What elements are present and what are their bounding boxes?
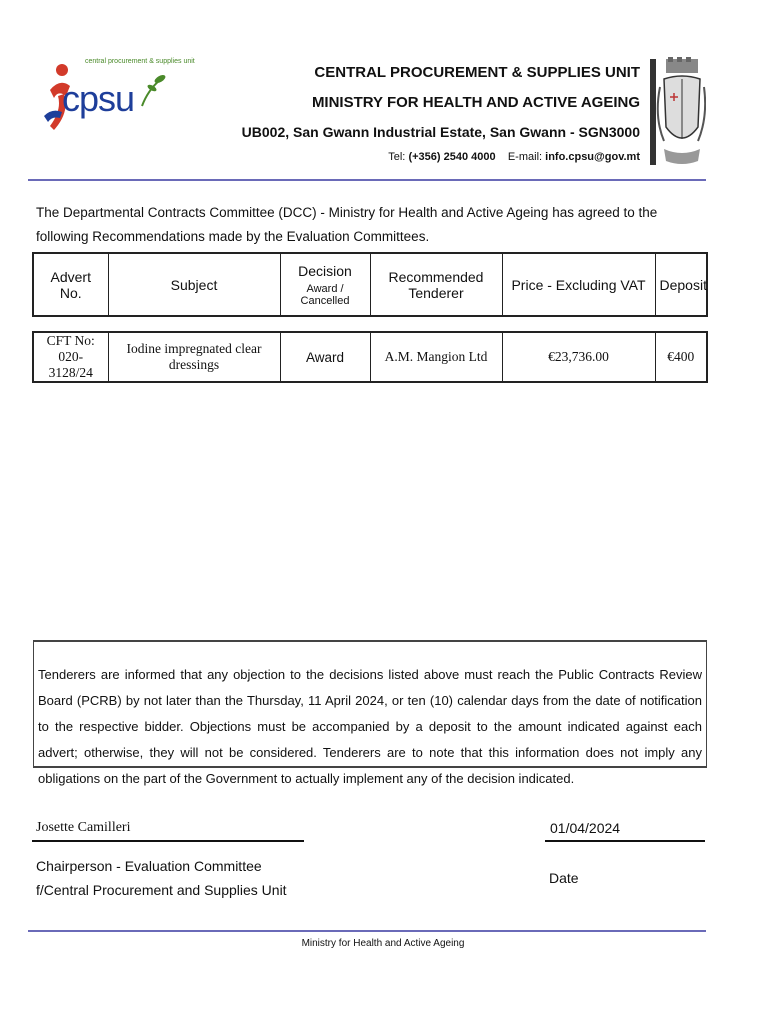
signature-date: 01/04/2024 xyxy=(550,820,621,836)
col-subject: Subject xyxy=(108,253,280,316)
logo-wordmark: cpsu xyxy=(62,78,135,119)
cpsu-logo xyxy=(40,58,195,138)
cell-decision: Award xyxy=(280,332,370,382)
signature-line xyxy=(32,840,304,842)
coat-of-arms-icon xyxy=(650,57,706,169)
header-ministry-name: MINISTRY FOR HEALTH AND ACTIVE AGEING xyxy=(311,94,640,111)
footer xyxy=(0,938,770,949)
cell-advert: CFT No: 020-3128/24 xyxy=(33,332,108,382)
col-decision-label: Decision xyxy=(298,262,352,279)
cell-deposit: €400 xyxy=(655,332,707,382)
signatory-unit: f/Central Procurement and Supplies Unit xyxy=(36,882,287,898)
objection-notice-box xyxy=(33,640,707,786)
col-deposit: Deposit xyxy=(655,253,707,316)
cell-price: €23,736.00 xyxy=(502,332,655,382)
leaf-icon xyxy=(138,70,168,110)
objection-notice-text: Tenderers are informed that any objection to the decisions listed above must reach the Public Contracts Review Board (PCRB) by not later than the Thursday, 11 April 2024, or ten (10) calendar days from the date of notification to the respective bidder. Objections must be accompanied by a deposit to the amount indicated against each advert; otherwise, they will not be considered. Tenderers are to note that this information does not imply any obligations on the part of the Government to actually implement any of the decision indicated. xyxy=(38,667,702,786)
col-decision xyxy=(280,253,370,316)
intro-text: The Departmental Contracts Committee (DCC) - Ministry for Health and Active Ageing has agreed to the following Recommendations made by the Evaluation Committees. xyxy=(36,205,658,244)
logo-tagline: central procurement & supplies unit xyxy=(85,58,195,65)
footer-text: Ministry for Health and Active Ageing xyxy=(301,938,465,949)
signatory-role: Chairperson - Evaluation Committee xyxy=(36,858,262,874)
email-value: info.cpsu@gov.mt xyxy=(545,151,640,163)
col-price: Price - Excluding VAT xyxy=(502,253,655,316)
signatory-name: Josette Camilleri xyxy=(36,820,131,835)
date-label: Date xyxy=(549,870,579,886)
header-unit-name: CENTRAL PROCUREMENT & SUPPLIES UNIT xyxy=(314,64,640,81)
cell-tenderer: A.M. Mangion Ltd xyxy=(370,332,502,382)
col-advert: Advert No. xyxy=(33,253,108,316)
header-address: UB002, San Gwann Industrial Estate, San Gwann - SGN3000 xyxy=(241,124,640,140)
col-decision-sub: Award / Cancelled xyxy=(300,282,350,307)
tel-label: Tel: xyxy=(388,151,406,163)
email-label: E-mail: xyxy=(507,151,543,163)
table-row xyxy=(33,332,707,382)
cell-subject: Iodine impregnated clear dressings xyxy=(108,332,280,382)
footer-rule xyxy=(28,930,706,932)
header-contact xyxy=(388,151,640,163)
tel-value: (+356) 2540 4000 xyxy=(408,151,496,163)
col-tenderer: Recommended Tenderer xyxy=(370,253,502,316)
header-rule xyxy=(28,179,706,181)
results-table-body xyxy=(32,331,708,383)
date-line xyxy=(545,840,705,842)
results-table-header xyxy=(32,252,708,317)
